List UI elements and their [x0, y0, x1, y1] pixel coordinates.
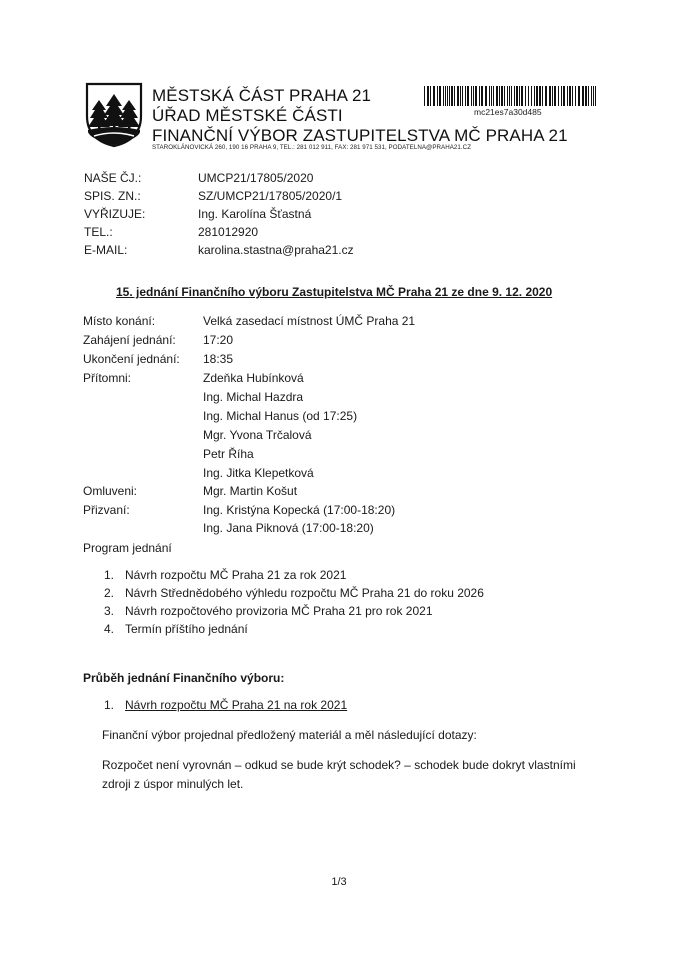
- attendee: Zdeňka Hubínková: [203, 371, 304, 385]
- barcode-bar: [585, 86, 587, 106]
- program-label: Program jednání: [83, 541, 172, 555]
- barcode-bar: [465, 86, 466, 106]
- program-item-number: 3.: [104, 604, 115, 618]
- program-item-text: Návrh rozpočtového provizoria MČ Praha 21 pro rok 2021: [125, 604, 433, 618]
- barcode-bar: [439, 86, 441, 106]
- program-item-text: Návrh Střednědobého výhledu rozpočtu MČ Praha 21 do roku 2026: [125, 586, 484, 600]
- invited-person: Ing. Jana Piknová (17:00-18:20): [203, 521, 374, 535]
- barcode-bar: [430, 86, 431, 106]
- barcode-bar: [481, 86, 483, 106]
- barcode-bar: [525, 86, 526, 106]
- attendee: Ing. Michal Hazdra: [203, 390, 304, 404]
- org-name-line3: FINANČNÍ VÝBOR ZASTUPITELSTVA MČ PRAHA 21: [152, 126, 568, 145]
- proceedings-title: Průběh jednání Finančního výboru:: [83, 671, 285, 685]
- barcode-bar: [491, 86, 492, 106]
- program-item-text: Návrh rozpočtu MČ Praha 21 za rok 2021: [125, 568, 347, 582]
- attendee: Petr Říha: [203, 447, 254, 461]
- barcode-bar: [511, 86, 512, 106]
- reference-label: E-MAIL:: [84, 243, 128, 257]
- meeting-start-row: [83, 331, 603, 349]
- barcode-bar: [591, 86, 592, 106]
- barcode-bar: [504, 86, 505, 106]
- barcode-bar: [499, 86, 500, 106]
- barcode-bar: [460, 86, 461, 106]
- barcode-bar: [489, 86, 490, 106]
- excused-row: [83, 482, 603, 500]
- program-item: [104, 584, 484, 602]
- present-label: Přítomni:: [83, 371, 132, 385]
- barcode-bar: [572, 86, 573, 106]
- program-item-number: 1.: [104, 568, 115, 582]
- reference-label: NAŠE ČJ.:: [84, 171, 142, 185]
- barcode-bar: [507, 86, 508, 106]
- paragraph: zdroji z úspor minulých let.: [102, 777, 244, 791]
- program-item-number: 4.: [104, 622, 115, 636]
- barcode-bar: [443, 86, 444, 106]
- org-name-line2: ÚŘAD MĚSTSKÉ ČÁSTI: [152, 106, 343, 125]
- reference-row: [84, 187, 604, 205]
- meeting-end-value: 18:35: [203, 352, 234, 366]
- barcode-bar: [554, 86, 556, 106]
- meeting-end-label: Ukončení jednání:: [83, 352, 180, 366]
- excused-value: Mgr. Martin Košut: [203, 484, 298, 498]
- page-number: 1/3: [331, 876, 347, 888]
- barcode-bar: [582, 86, 584, 106]
- reference-value: 281012920: [198, 225, 259, 239]
- barcode-bar: [509, 86, 510, 106]
- invited-label: Přizvaní:: [83, 503, 130, 517]
- barcode-bar: [534, 86, 535, 106]
- barcode-bar: [595, 86, 596, 106]
- barcode-bar: [593, 86, 594, 106]
- barcode-bar: [575, 86, 576, 106]
- barcode-bar: [536, 86, 538, 106]
- barcode-bar: [567, 86, 568, 106]
- excused-label: Omluveni:: [83, 484, 138, 498]
- reference-row: [84, 223, 604, 241]
- reference-value: Ing. Karolína Šťastná: [198, 207, 312, 221]
- barcode-bar: [569, 86, 571, 106]
- reference-label: TEL.:: [84, 225, 113, 239]
- barcode-bar: [514, 86, 515, 106]
- barcode-bar: [457, 86, 459, 106]
- attendee: Ing. Jitka Klepetková: [203, 466, 314, 480]
- barcode-bar: [578, 86, 580, 106]
- barcode-bar: [519, 86, 520, 106]
- program-item-number: 2.: [104, 586, 115, 600]
- barcode-bar: [475, 86, 477, 106]
- barcode-bar: [451, 86, 453, 106]
- invited-value: Ing. Kristýna Kopecká (17:00-18:20): [203, 503, 396, 517]
- barcode-bar: [496, 86, 498, 106]
- program-item: [104, 566, 346, 584]
- meeting-start-label: Zahájení jednání:: [83, 333, 176, 347]
- reference-label: VYŘIZUJE:: [84, 207, 146, 221]
- reference-row: [84, 241, 604, 259]
- barcode-bar: [424, 86, 425, 106]
- barcode-bar: [433, 86, 435, 106]
- barcode-bar: [437, 86, 438, 106]
- present-label-row: [83, 369, 603, 387]
- program-item-text: Termín příštího jednání: [125, 622, 248, 636]
- barcode-bar: [521, 86, 523, 106]
- reference-email[interactable]: karolina.stastna@praha21.cz: [198, 243, 354, 257]
- reference-row: [84, 205, 604, 223]
- barcode-bar: [531, 86, 532, 106]
- program-item: [104, 602, 433, 620]
- coat-of-arms-icon: [84, 82, 144, 148]
- org-address: STAROKLÁNOVICKÁ 260, 190 16 PRAHA 9, TEL.: 281 012 911, FAX: 281 971 531, PODATELNA@PRAHA21.CZ: [152, 144, 472, 151]
- barcode-bar: [473, 86, 474, 106]
- barcode-bar: [528, 86, 529, 106]
- reference-value: SZ/UMCP21/17805/2020/1: [198, 189, 343, 203]
- barcode-bar: [485, 86, 487, 106]
- barcode-bar: [561, 86, 562, 106]
- document-barcode: [424, 86, 596, 106]
- meeting-start-value: 17:20: [203, 333, 234, 347]
- invited-row: [83, 501, 603, 519]
- document-title: 15. jednání Finančního výboru Zastupitelstva MČ Praha 21 ze dne 9. 12. 2020: [116, 285, 553, 299]
- barcode-bar: [545, 86, 547, 106]
- proceedings-item: [104, 698, 347, 712]
- barcode-bar: [467, 86, 469, 106]
- program-label-row: [83, 539, 603, 557]
- barcode-bar: [445, 86, 446, 106]
- proceedings-item-title: Návrh rozpočtu MČ Praha 21 na rok 2021: [125, 698, 348, 712]
- meeting-end-row: [83, 350, 603, 368]
- reference-label: SPIS. ZN.:: [84, 189, 141, 203]
- municipal-logo: [84, 82, 144, 148]
- barcode-bar: [539, 86, 541, 106]
- meeting-place-value: Velká zasedací místnost ÚMČ Praha 21: [203, 314, 416, 328]
- barcode-bar: [449, 86, 450, 106]
- program-item: [104, 620, 248, 638]
- meeting-place-label: Místo konání:: [83, 314, 156, 328]
- barcode-bar: [427, 86, 429, 106]
- barcode-bar: [563, 86, 565, 106]
- meeting-place-row: [83, 312, 603, 330]
- reference-value: UMCP21/17805/2020: [198, 171, 314, 185]
- barcode-bar: [471, 86, 472, 106]
- reference-row: [84, 169, 604, 187]
- barcode-bar: [501, 86, 503, 106]
- barcode-bar: [588, 86, 589, 106]
- barcode-bar: [516, 86, 518, 106]
- barcode-bar: [552, 86, 553, 106]
- barcode-bar: [462, 86, 463, 106]
- barcode-text: mc21es7a30d485: [474, 107, 542, 117]
- org-name-line1: MĚSTSKÁ ČÁST PRAHA 21: [152, 86, 372, 105]
- attendee: Mgr. Yvona Trčalová: [203, 428, 312, 442]
- barcode-bar: [493, 86, 494, 106]
- barcode-bar: [558, 86, 559, 106]
- barcode-bar: [549, 86, 551, 106]
- barcode-bar: [454, 86, 455, 106]
- proceedings-item-number: 1.: [104, 698, 115, 712]
- attendee: Ing. Michal Hanus (od 17:25): [203, 409, 358, 423]
- barcode-bar: [479, 86, 480, 106]
- paragraph: Finanční výbor projednal předložený materiál a měl následující dotazy:: [102, 728, 477, 742]
- barcode-bar: [542, 86, 543, 106]
- paragraph: Rozpočet není vyrovnán – odkud se bude krýt schodek? – schodek bude dokryt vlastními: [102, 758, 576, 772]
- barcode-bar: [447, 86, 448, 106]
